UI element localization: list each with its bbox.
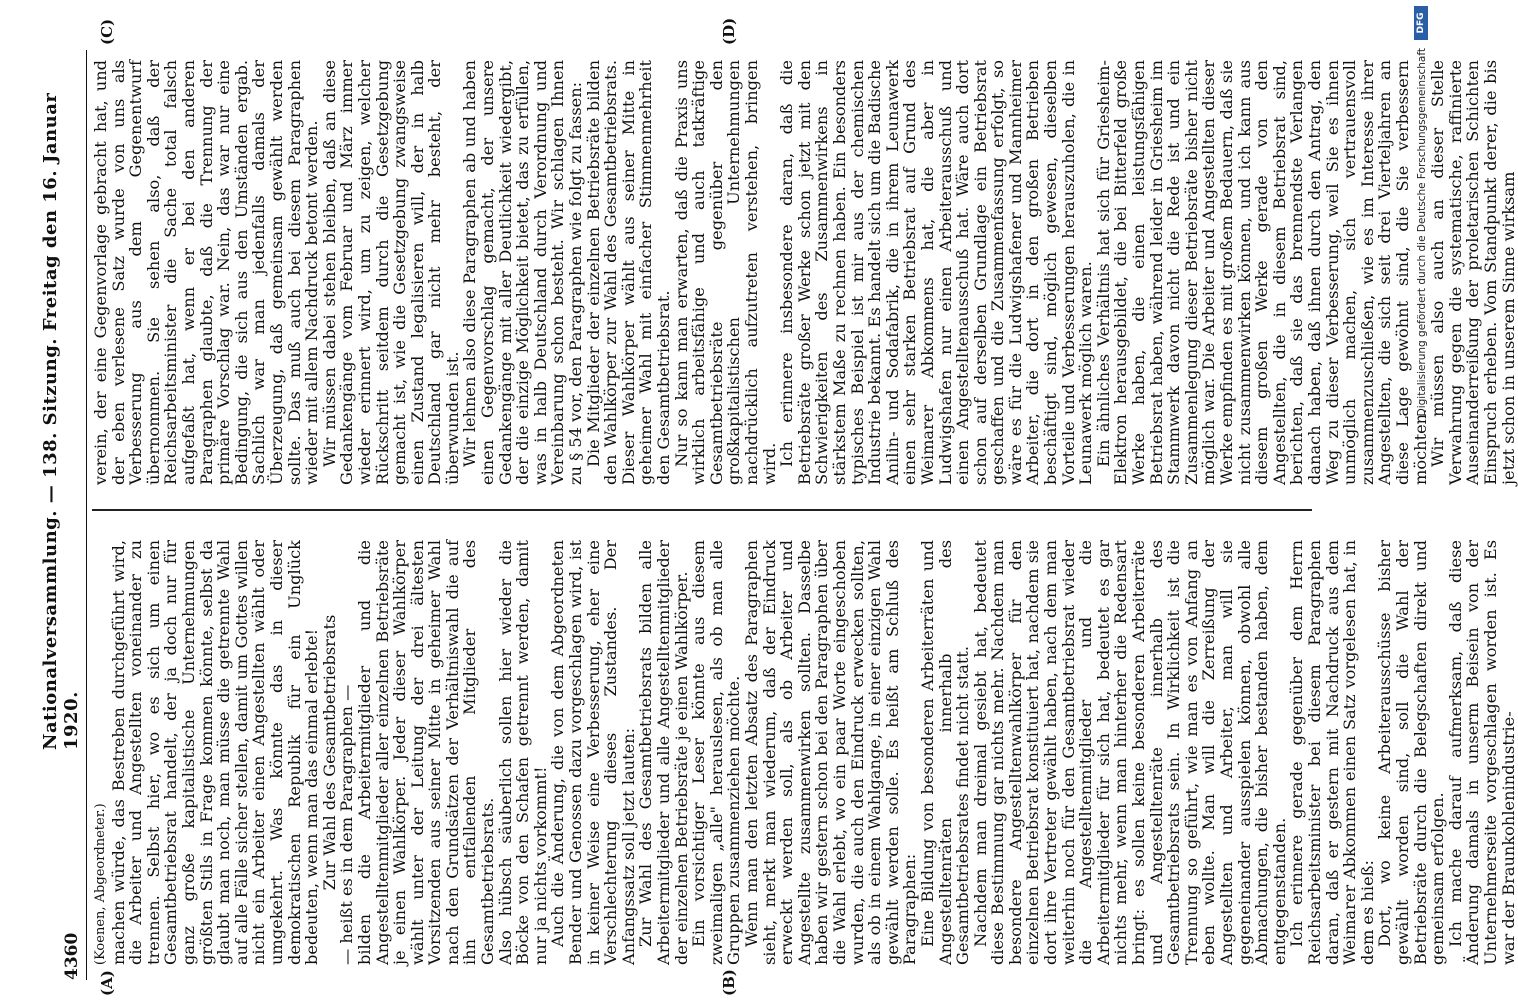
quote-heading: Zur Wahl des Gesamtbetriebsrats	[319, 614, 339, 891]
paragraph: Ein ähnliches Verhältnis hat sich für Griesheim-Elektron herausgebildet, die bei Bitterfeld große Werke haben, die einen leistungsfähigen Betriebsrat haben, während leider in Griesheim im Stammwerk davon nicht die Rede ist und ein Zusammenlegung dieser Betriebsräte bisher nicht möglich war. Die Arbeiter und Angestellten dieser Werke empfinden es mit großem Bedauern, daß sie nicht zusammenwirken können, und ich kann aus diesem großen Werke gerade von den Angestellten, die in diesem Betriebsrat sind, berichten, daß sie das brennendste Verlangen danach haben, daß ihnen durch den Antrag, den Weg zu dieser Verbesserung, weil Sie es ihnen unmöglich machen, sich vertrauensvoll zusammenzuschließen, wie es im Interesse ihrer Angestellten, die sich seit drei Vierteljahren an diese Lage gewöhnt sind, die Sie verbessern möchten.	[1093, 60, 1430, 485]
quote: bilden die Arbeitermitglieder und die Angestelltenmitglieder aller einzelnen Betriebsräte je einen Wahlkörper. Jeder dieser Wahlkörper wählt unter der Leitung der drei ältesten Vorsitzenden aus seiner Mitte in geheimer Wahl nach den Grundsätzen der Verhältniswahl die auf ihn entfallenden Mitglieder des Gesamtbetriebsrats.	[354, 540, 498, 965]
paragraph: Wir müssen also auch an dieser Stelle Verwahrung gegen die systematische, raffinierte Auseinanderreißung der proletarischen Schichten Einspruch erheben. Vom Standpunkt derer, die bis jetzt schon in unserem Sinne wirksam	[1428, 60, 1518, 485]
quote: Eine Bildung von besonderen Arbeiterräten und Angestelltenräten innerhalb des Gesamtbetriebsrates findet nicht statt.	[917, 540, 973, 965]
quote: Dort, wo keine Arbeiterausschüsse bisher gewählt worden sind, soll die Wahl der Betriebsräte durch die Belegschaften direkt und gemeinsam erfolgen.	[1375, 540, 1448, 965]
paragraph: Ein vorsichtiger Leser könnte aus diesem zweimaligen „alle" herauslesen, als ob man alle Gruppen zusammenziehen möchte.	[689, 540, 744, 965]
quote: Die Mitglieder der einzelnen Betriebsräte bilden den Wahlkörper zur Wahl des Gesamtbetriebsrats. Dieser Wahlkörper wählt aus seiner Mitte in geheimer Wahl mit einfacher Stimmenmehrheit den Gesamtbetriebsrat.	[583, 60, 673, 485]
paragraph: Also hübsch säuberlich sollen hier wieder die Böcke von den Schafen getrennt werden, damit nur ja nichts vorkommt!	[495, 540, 550, 965]
funding-note: Digitalisierung gefördert durch die Deutsche Forschungsgemeinschaft	[1416, 48, 1428, 417]
paragraph: Wir müssen dabei stehen bleiben, daß an diese Gedankengänge vom Februar und März immer wieder erinnert wird, um zu zeigen, welcher Rückschritt seitdem durch die Gesetzgebung gemacht ist, wie die Gesetzgebung zwangsweise einen Zustand legalisieren will, der in halb Deutschland gar nicht mehr besteht, der überwunden ist.	[319, 60, 462, 485]
paragraph: Nachdem man dreimal gesiebt hat, bedeutet diese Bestimmung gar nichts mehr. Nachdem man besondere Angestelltenwahlkörper für den einzelnen Betriebsrat konstituiert hat, nachdem sie dort ihre Vertreter gewählt haben, nach dem man weiterhin noch für den Gesamtbetriebsrat wieder die Angestelltenmitglieder und die Arbeitermitglieder für sich hat, bedeutet es gar nichts mehr, wenn man hinterher die Redensart bringt: es sollen keine besonderen Arbeiterräte und Angestelltenräte innerhalb des Gesamtbetriebsrats sein. In Wirklichkeit ist die Trennung so geführt, wie man es von Anfang an eben wollte. Man will die Zerreißung der Angestellten und Arbeiter, man will sie gegeneinander ausspielen können, obwohl alle Abmachungen, die bisher bestanden haben, dem entgegenstanden.	[970, 540, 1289, 965]
paragraph: Ich erinnere insbesondere daran, daß die Betriebsräte großer Werke schon jetzt mit den Schwierigkeiten des Zusammenwirkens in stärkstem Maße zu rechnen haben. Ein besonders typisches Beispiel ist mir aus der chemischen Industrie bekannt. Es handelt sich um die Badische Anilin- und Sodafabrik, die in ihrem Leunawerk einen sehr starken Betriebsrat auf Grund des Weimarer Abkommens hat, die aber in Ludwigshafen nur einen Arbeiterausschuß und einen Angestelltenausschuß hat. Wäre auch dort schon auf derselben Grundlage ein Betriebsrat geschaffen und die Zusammenfassung erfolgt, so wäre es für die Ludwigshafener und Mannheimer Arbeiter, die dort in den großen Betrieben beschäftigt sind, möglich gewesen, dieselben Vorteile und Verbesserungen herauszuholen, die in Leunawerk möglich waren.	[777, 60, 1096, 485]
column-divider	[92, 510, 1312, 512]
margin-marker-a: (A)	[98, 970, 116, 996]
page-title: Nationalversammlung. — 138. Sitzung. Freitag den 16. Januar 1920.	[40, 92, 82, 750]
paragraph: Auch die Änderung, die von dem Abgeordneten Bender und Genossen dazu vorgeschlagen wird, ist in keiner Weise eine Verbesserung, eher eine Verschlechterung dieses Zustandes. Der Anfangssatz soll jetzt lauten:	[548, 540, 638, 965]
speaker-label: (Koenen, Abgeordneter.)	[93, 803, 108, 965]
paragraph: Nur so kann man erwarten, daß die Praxis uns wirklich arbeitsfähige und auch tatkräftige Gesamtbetriebsräte gegenüber den großkapitalistischen Unternehmungen nachdrücklich aufzutreten verstehen, bringen wird.	[671, 60, 779, 485]
paragraph: Ich erinnere gerade gegenüber dem Herrn Reichsarbeitsminister bei diesem Paragraphen daran, daß er gestern mit Nachdruck aus dem Weimarer Abkommen einen Satz vorgelesen hat, in dem es hieß:	[1287, 540, 1377, 965]
paragraph: Wir lehnen also diese Paragraphen ab und haben einen Gegenvorschlag gemacht, der unsere Gedankengänge mit aller Deutlichkeit wiedergibt, der die einzige Möglichkeit bietet, das zu erfüllen, was in halb Deutschland durch Verordnung und Vereinbarung schon besteht. Wir schlagen Ihnen zu § 54 vor, den Paragraphen wie folgt zu fassen:	[460, 60, 586, 485]
page-header	[40, 50, 87, 980]
margin-marker-c: (C)	[98, 18, 116, 45]
margin-marker-d: (D)	[720, 17, 738, 45]
quote: Zur Wahl des Gesamtbetriebsrats bilden alle Arbeitermitglieder und alle Angestelltenmitglieder der einzelnen Betriebsräte je einen Wahlkörper.	[636, 540, 691, 965]
digitization-footer	[1412, 0, 1432, 1000]
paragraph: — heißt es in dem Paragraphen —	[337, 684, 357, 965]
paragraph: Ich mache darauf aufmerksam, daß diese Änderung damals in unserm Beisein von der Unternehmerseite vorgeschlagen worden ist. Es war der Braunkohlenindustrie-	[1445, 540, 1518, 965]
paragraph: Wenn man den letzten Absatz des Paragraphen sieht, merkt man wiederum, daß der Eindruck erweckt werden soll, als ob Arbeiter und Angestellte zusammenwirken sollten. Dasselbe haben wir gestern schon bei den Paragraphen über die Wahl erlebt, wo ein paar Worte eingeschoben wurden, die auch den Eindruck erwecken sollten, als ob in einem Wahlgange, in einer einzigen Wahl gewählt werden solle. Es heißt am Schluß des Paragraphen:	[741, 540, 920, 965]
left-text-column	[92, 540, 1518, 965]
page-number: 4360	[62, 932, 82, 980]
paragraph: machen würde, das Bestreben durchgeführt wird, die Arbeiter und Angestellten voneinander zu trennen. Selbst hier, wo es sich um einen Gesamtbetriebsrat handelt, der ja doch nur für ganz große kapitalistische Unternehmungen größten Stils in Frage kommen könnte, selbst da glaubt man noch, man müsse die getrennte Wahl auf alle Fälle sicher stellen, damit um Gottes willen nicht ein Arbeiter einen Angestellten wählt oder umgekehrt. Was könnte das in dieser demokratischen Republik für ein Unglück bedeuten, wenn man das einmal erlebte!	[108, 540, 322, 965]
margin-marker-b: (B)	[720, 969, 738, 996]
paragraph: verein, der eine Gegenvorlage gebracht hat, und der eben verlesene Satz wurde von uns als Verbesserung aus dem Gegenentwurf übernommen. Sie sehen also, daß der Reichsarbeitsminister die Sache total falsch aufgefaßt hat, wenn er bei den anderen Paragraphen glaubte, daß die Trennung der primäre Vorschlag war. Nein, das war nur eine Bedingung, die sich aus den Umständen ergab. Sachlich war man jedenfalls damals der Überzeugung, daß gemeinsam gewählt werden sollte. Das muß auch bei diesem Paragraphen wieder mit allem Nachdruck betont werden.	[91, 60, 322, 485]
dfg-logo-icon: DFG	[1414, 6, 1428, 40]
